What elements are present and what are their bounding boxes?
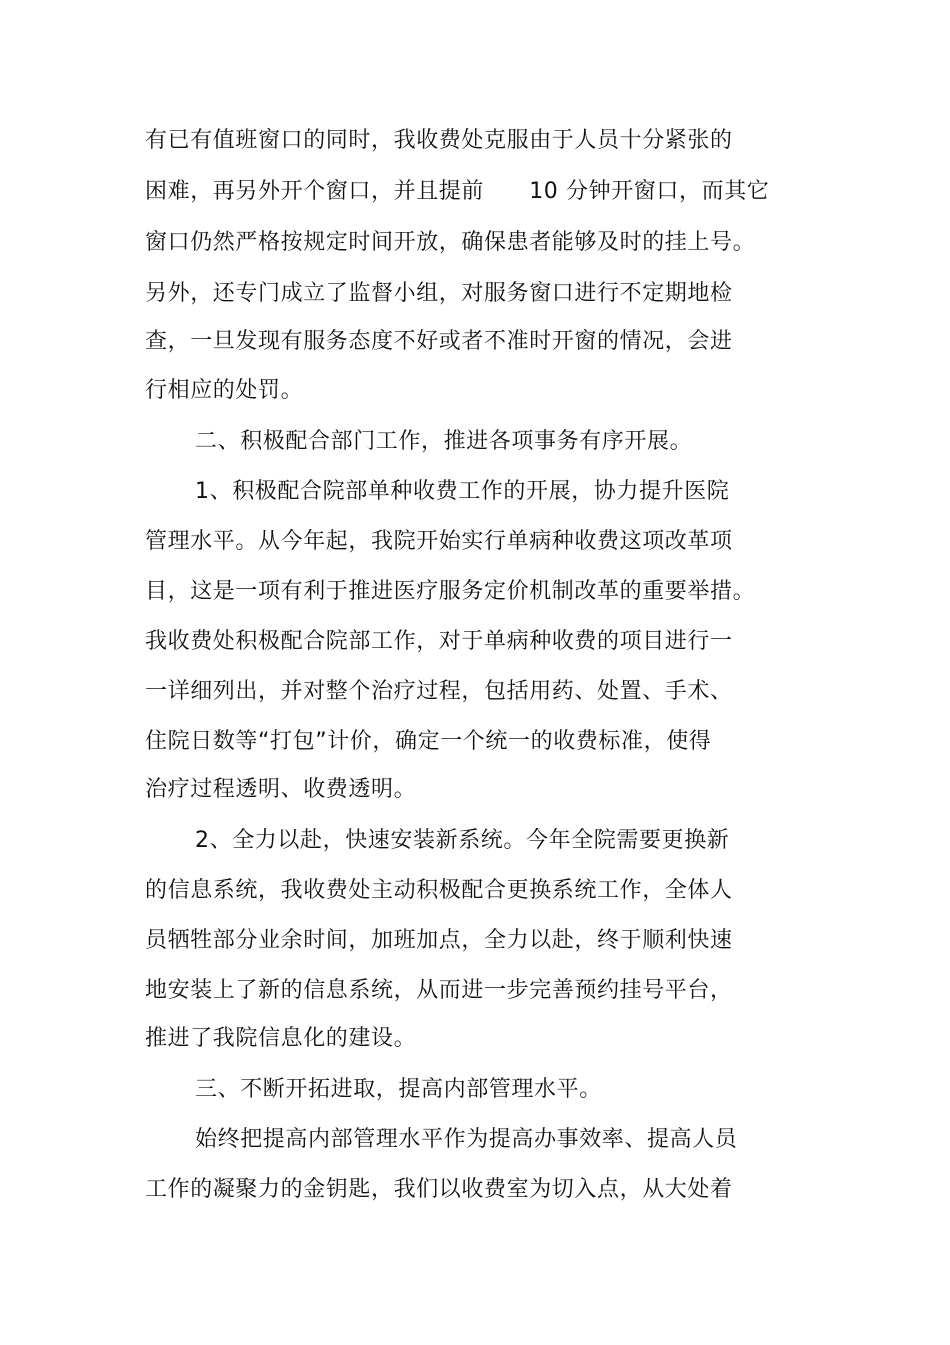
- text-line-13: 住院日数等“打包”计价，确定一个统一的收费标准，使得: [145, 729, 712, 754]
- text-line-12: 一详细列出，并对整个治疗过程，包括用药、处置、手术、: [145, 679, 733, 704]
- text-line-21: 始终把提高内部管理水平作为提高办事效率、提高人员: [195, 1127, 738, 1152]
- text-line-4: 另外，还专门成立了监督小组，对服务窗口进行不定期地检: [145, 281, 733, 306]
- text-line-16: 的信息系统，我收费处主动积极配合更换系统工作，全体人: [145, 878, 733, 903]
- text-line-10: 目，这是一项有利于推进医疗服务定价机制改革的重要举措。: [145, 579, 756, 604]
- text-line-15: 2、全力以赴，快速安装新系统。今年全院需要更换新: [195, 828, 730, 853]
- text-line-14: 治疗过程透明、收费透明。: [145, 777, 417, 802]
- text-line-19: 推进了我院信息化的建设。: [145, 1026, 417, 1051]
- text-line-3: 窗口仍然严格按规定时间开放，确保患者能够及时的挂上号。: [145, 230, 756, 255]
- text-line-5: 查，一旦发现有服务态度不好或者不准时开窗的情况，会进: [145, 329, 733, 354]
- text-line-1: 有已有值班窗口的同时，我收费处克服由于人员十分紧张的: [145, 128, 733, 153]
- text-line-9: 管理水平。从今年起，我院开始实行单病种收费这项改革项: [145, 529, 733, 554]
- text-line-17: 员牺牲部分业余时间，加班加点，全力以赴，终于顺利快速: [145, 928, 733, 953]
- text-line-2: 困难，再另外开个窗口，并且提前 10 分钟开窗口，而其它: [145, 179, 770, 204]
- text-line-22: 工作的凝聚力的金钥匙，我们以收费室为切入点，从大处着: [145, 1177, 733, 1202]
- text-line-8: 1、积极配合院部单种收费工作的开展，协力提升医院: [195, 479, 730, 504]
- section-heading-2: 二、积极配合部门工作，推进各项事务有序开展。: [195, 429, 693, 454]
- text-line-11: 我收费处积极配合院部工作，对于单病种收费的项目进行一: [145, 629, 733, 654]
- section-heading-3: 三、不断开拓进取，提高内部管理水平。: [195, 1077, 602, 1102]
- text-line-6: 行相应的处罚。: [145, 378, 304, 403]
- text-line-18: 地安装上了新的信息系统，从而进一步完善预约挂号平台，: [145, 978, 733, 1003]
